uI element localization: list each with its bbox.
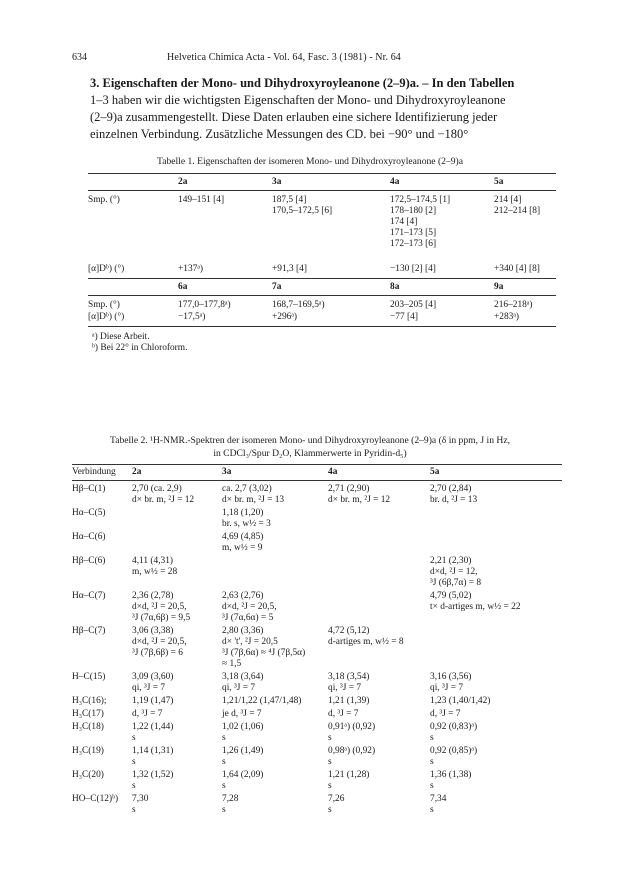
table-cell: s (132, 733, 136, 743)
table-cell: 172–173 [6] (390, 239, 437, 249)
footnote: ᵇ) Bei 22° in Chloroform. (92, 343, 188, 353)
table-cell: +296ᵃ) (272, 312, 298, 322)
table-cell: d×d, ²J = 20,5, (132, 637, 187, 647)
section-paragraph (90, 75, 566, 143)
footnote: ᵃ) Diese Arbeit. (92, 332, 150, 342)
table-cell: 3,18 (3,54) (328, 672, 370, 682)
table-cell: m, w½ = 9 (222, 543, 263, 553)
page-number: 634 (72, 52, 87, 63)
table-cell: d× br. m, ²J = 13 (222, 495, 285, 505)
table-cell: qi, ³J = 7 (222, 683, 256, 693)
table-cell: d× br. m, ²J = 12 (132, 495, 195, 505)
column-header: 2a (132, 467, 142, 477)
table-cell: 149–151 [4] (178, 195, 225, 205)
column-header: 3a (222, 467, 232, 477)
table-cell: s (132, 757, 136, 767)
table-cell: s (328, 805, 332, 815)
table-cell: +91,3 [4] (272, 264, 307, 274)
table-cell: 2,21 (2,30) (430, 556, 472, 566)
table-cell: 177,0–177,8ᵃ) (178, 300, 231, 310)
table-cell: 0,91ᵃ) (0,92) (328, 722, 376, 732)
table-cell: 1,22 (1,44) (132, 722, 174, 732)
column-header: 5a (430, 467, 440, 477)
row-label: Hα–C(7) (72, 591, 106, 601)
table-cell: +137ᵃ) (178, 264, 204, 274)
table-cell: 4,69 (4,85) (222, 532, 264, 542)
table-cell: 214 [4] (494, 195, 522, 205)
row-label: Hα–C(5) (72, 508, 106, 518)
table-cell: s (430, 733, 434, 743)
table-cell: 0,98ᵃ) (0,92) (328, 746, 376, 756)
table-cell: 4,79 (5,02) (430, 591, 472, 601)
row-label: HO–C(12)ᵇ) (72, 794, 119, 804)
table-cell: 3,16 (3,56) (430, 672, 472, 682)
table-cell: 187,5 [4] (272, 195, 307, 205)
table-cell: d, ³J = 7 (132, 709, 163, 719)
table-cell: 0,92 (0,83)ᵃ) (430, 722, 478, 732)
column-header: 7a (272, 282, 282, 292)
table-cell: ³J (6β,7α) = 8 (430, 578, 482, 588)
table-cell: +340 [4] [8] (494, 264, 540, 274)
paragraph-line: 3. Eigenschaften der Mono- und Dihydroxyroyleanone (2–9)a. – In den Tabellen (90, 76, 515, 90)
row-label: [α]Dᵇ) (°) (88, 312, 125, 322)
table-cell: 7,34 (430, 794, 447, 804)
table-cell: br. d, ²J = 13 (430, 495, 478, 505)
table-cell: 1,18 (1,20) (222, 508, 264, 518)
table-cell: qi, ³J = 7 (430, 683, 464, 693)
paragraph-line: (2–9)a zusammengestellt. Diese Daten erlauben eine sichere Identifizierung jeder (90, 110, 498, 124)
table-cell: 168,7–169,5ᵃ) (272, 300, 325, 310)
row-label: Smp. (°) (88, 300, 120, 310)
table-rule (88, 173, 556, 174)
table-cell: d-artiges m, w½ = 8 (328, 637, 404, 647)
table-cell: 7,30 (132, 794, 149, 804)
table-cell: 1,26 (1,49) (222, 746, 264, 756)
table-cell: ³J (7α,6β) = 9,5 (132, 613, 191, 623)
table-cell: d× 't', ²J = 20,5 (222, 637, 278, 647)
table-cell: s (430, 805, 434, 815)
table-cell: 3,06 (3,38) (132, 626, 174, 636)
table-rule (72, 464, 562, 465)
row-label: Hβ–C(7) (72, 626, 106, 636)
row-label: Hβ–C(6) (72, 556, 106, 566)
table-cell: 1,21/1,22 (1,47/1,48) (222, 696, 302, 706)
table-cell: 1,21 (1,39) (328, 696, 370, 706)
table-cell: 2,36 (2,78) (132, 591, 174, 601)
table-cell: 1,14 (1,31) (132, 746, 174, 756)
table-cell: 7,28 (222, 794, 239, 804)
column-header: 3a (272, 177, 282, 187)
table-cell: d×d, ²J = 12, (430, 567, 478, 577)
table-cell: 4,11 (4,31) (132, 556, 174, 566)
running-title: Helvetica Chimica Acta - Vol. 64, Fasc. 3 (1981) - Nr. 64 (167, 52, 401, 63)
table-cell: qi, ³J = 7 (132, 683, 166, 693)
table-cell: br. s, w½ = 3 (222, 519, 271, 529)
table-cell: s (132, 781, 136, 791)
table-cell: ³J (7β,6β) = 6 (132, 648, 183, 658)
table-cell: 1,36 (1,38) (430, 770, 472, 780)
table-cell: 3,18 (3,64) (222, 672, 264, 682)
table-cell: s (430, 757, 434, 767)
row-label: Hα–C(6) (72, 532, 106, 542)
table2-caption-line: Tabelle 2. ¹H-NMR.-Spektren der isomeren Mono- und Dihydroxyroyleanone (2–9)a (δ in ppm, J in Hz, (110, 435, 510, 446)
row-label: Smp. (°) (88, 195, 120, 205)
table-cell: 172,5–174,5 [1] (390, 195, 451, 205)
column-header: 4a (328, 467, 338, 477)
table-cell: 216–218ᵃ) (494, 300, 533, 310)
table-cell: s (430, 781, 434, 791)
table-cell: −130 [2] [4] (390, 264, 436, 274)
table-cell: s (328, 757, 332, 767)
table-cell: ca. 2,7 (3,02) (222, 484, 272, 494)
table-cell: 170,5–172,5 [6] (272, 206, 333, 216)
row-label: H₃C(19) (72, 746, 104, 756)
table-cell: 2,70 (2,84) (430, 484, 472, 494)
table-rule (88, 190, 556, 191)
column-header: 6a (178, 282, 188, 292)
table-cell: 1,32 (1,52) (132, 770, 174, 780)
table-cell: −17,5ᵃ) (178, 312, 206, 322)
table-cell: je d, ³J = 7 (222, 709, 262, 719)
table-cell: 1,23 (1,40/1,42) (430, 696, 491, 706)
column-header: 4a (390, 177, 400, 187)
column-header: 9a (494, 282, 504, 292)
table-cell: t× d-artiges m, w½ = 22 (430, 602, 521, 612)
row-label: [α]Dᵇ) (°) (88, 264, 125, 274)
row-label: H₃C(17) (72, 709, 104, 719)
table-cell: +283ᵃ) (494, 312, 520, 322)
table-cell: 0,92 (0,85)ᵃ) (430, 746, 478, 756)
table-cell: 2,71 (2,90) (328, 484, 370, 494)
table-cell: 1,19 (1,47) (132, 696, 174, 706)
row-label: H₃C(20) (72, 770, 104, 780)
table-cell: s (328, 781, 332, 791)
table-cell: 2,63 (2,76) (222, 591, 264, 601)
table-rule (88, 278, 556, 279)
table-cell: 1,21 (1,28) (328, 770, 370, 780)
column-header: 5a (494, 177, 504, 187)
table-cell: m, w½ = 28 (132, 567, 178, 577)
table-cell: 2,70 (ca. 2,9) (132, 484, 182, 494)
paragraph-line: einzelnen Verbindung. Zusätzliche Messungen des CD. bei −90° und −180° (90, 127, 469, 141)
table-cell: 174 [4] (390, 217, 418, 227)
table-cell: d×d, ²J = 20,5, (222, 602, 277, 612)
table-cell: ³J (7β,6α) ≈ ⁴J (7β,5α) (222, 648, 306, 658)
table-cell: s (222, 781, 226, 791)
row-label: H–C(15) (72, 672, 106, 682)
table-cell: s (222, 805, 226, 815)
table-cell: 178–180 [2] (390, 206, 437, 216)
table-cell: 2,80 (3,36) (222, 626, 264, 636)
table2-caption (80, 434, 540, 460)
table-cell: s (222, 757, 226, 767)
table-cell: d, ³J = 7 (430, 709, 461, 719)
table-rule (72, 480, 562, 481)
table-cell: 1,64 (2,09) (222, 770, 264, 780)
column-header: 2a (178, 177, 188, 187)
table-cell: 171–173 [5] (390, 228, 437, 238)
table-cell: 1,02 (1,06) (222, 722, 264, 732)
table-cell: 212–214 [8] (494, 206, 541, 216)
table-cell: s (222, 733, 226, 743)
table-rule (88, 295, 556, 296)
row-label: H₃C(18) (72, 722, 104, 732)
paragraph-line: 1–3 haben wir die wichtigsten Eigenschaften der Mono- und Dihydroxyroyleanone (90, 93, 506, 107)
table-rule (88, 326, 556, 327)
table-cell: d× br. m, ²J = 12 (328, 495, 391, 505)
table-cell: s (132, 805, 136, 815)
table-cell: 7,26 (328, 794, 345, 804)
table-cell: −77 [4] (390, 312, 418, 322)
column-header: Verbindung (72, 467, 116, 477)
table-cell: 3,09 (3,60) (132, 672, 174, 682)
table-cell: 4,72 (5,12) (328, 626, 370, 636)
table-cell: 203–205 [4] (390, 300, 437, 310)
table2-caption-line: in CDCl₃/Spur D₂O, Klammerwerte in Pyridin-d₅) (213, 448, 407, 459)
table-cell: d×d, ²J = 20,5, (132, 602, 187, 612)
row-label: H₃C(16); (72, 696, 107, 706)
table-cell: ≈ 1,5 (222, 659, 242, 669)
table-cell: qi, ³J = 7 (328, 683, 362, 693)
row-label: Hβ–C(1) (72, 484, 106, 494)
table-cell: d, ³J = 7 (328, 709, 359, 719)
table1-caption: Tabelle 1. Eigenschaften der isomeren Mono- und Dihydroxyroyleanone (2–9)a (157, 156, 463, 167)
table-cell: ³J (7α,6α) = 5 (222, 613, 274, 623)
column-header: 8a (390, 282, 400, 292)
table-cell: s (328, 733, 332, 743)
